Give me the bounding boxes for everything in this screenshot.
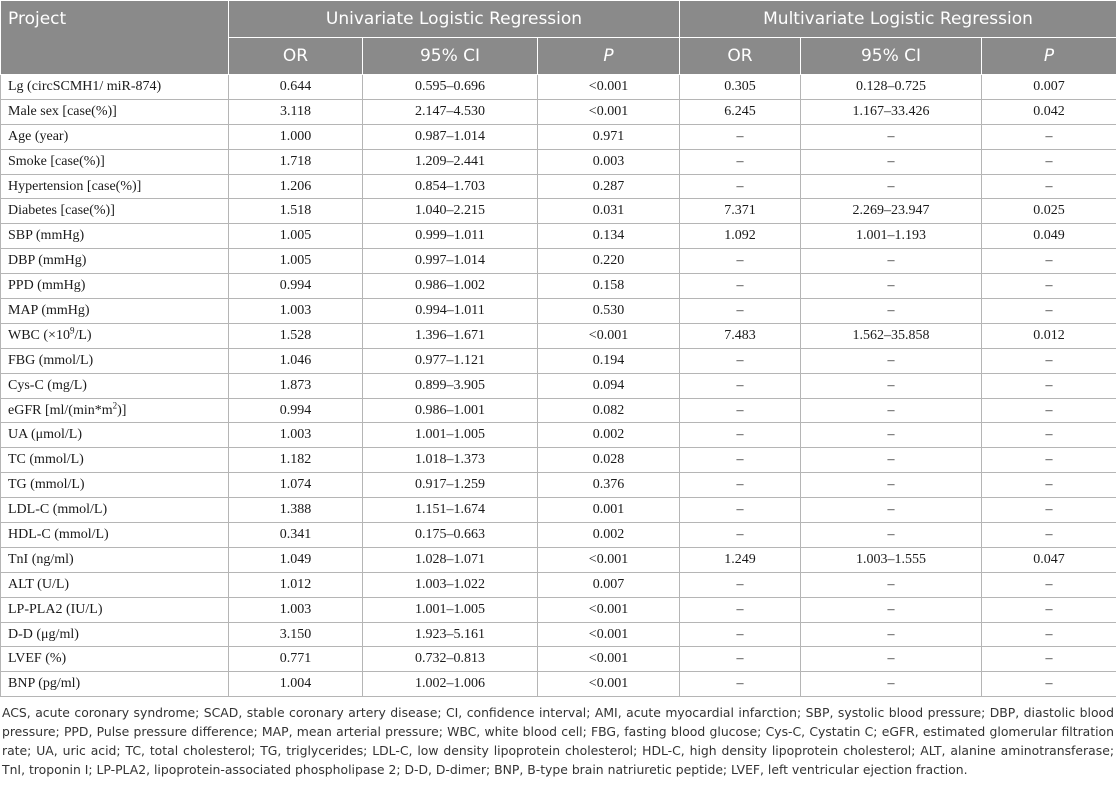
multivariate-or-cell: – bbox=[680, 572, 801, 597]
variable-name: PPD (mmHg) bbox=[8, 278, 86, 294]
multivariate-or-cell: – bbox=[680, 299, 801, 324]
variable-name: HDL-C (mmol/L) bbox=[8, 526, 109, 542]
multivariate-p-cell: – bbox=[982, 572, 1116, 597]
multivariate-or-cell: – bbox=[680, 647, 801, 672]
univariate-ci-cell: 1.002–1.006 bbox=[363, 672, 538, 697]
variable-name-cell bbox=[1, 124, 229, 149]
univariate-or-cell: 1.004 bbox=[229, 672, 363, 697]
table-row bbox=[1, 323, 1116, 348]
univariate-p-cell: 0.971 bbox=[538, 124, 680, 149]
multivariate-ci-cell: – bbox=[801, 274, 982, 299]
variable-name: Smoke [case(%)] bbox=[8, 153, 105, 169]
multivariate-ci-cell: – bbox=[801, 373, 982, 398]
univariate-p-cell: 0.094 bbox=[538, 373, 680, 398]
header-multivariate-p: P bbox=[982, 38, 1116, 75]
multivariate-ci-cell: – bbox=[801, 299, 982, 324]
table-row bbox=[1, 622, 1116, 647]
univariate-or-cell: 1.074 bbox=[229, 473, 363, 498]
variable-name: Cys-C (mg/L) bbox=[8, 377, 87, 393]
multivariate-p-cell: 0.012 bbox=[982, 323, 1116, 348]
univariate-p-cell: <0.001 bbox=[538, 75, 680, 100]
variable-name-suffix: )] bbox=[117, 402, 127, 418]
univariate-p-cell: 0.082 bbox=[538, 398, 680, 423]
table-row bbox=[1, 572, 1116, 597]
univariate-p-cell: <0.001 bbox=[538, 672, 680, 697]
multivariate-ci-cell: 1.001–1.193 bbox=[801, 224, 982, 249]
univariate-ci-cell: 1.003–1.022 bbox=[363, 572, 538, 597]
univariate-p-cell: <0.001 bbox=[538, 647, 680, 672]
variable-name-cell bbox=[1, 672, 229, 697]
multivariate-ci-cell: 1.003–1.555 bbox=[801, 547, 982, 572]
variable-name: TG (mmol/L) bbox=[8, 477, 85, 493]
univariate-p-cell: <0.001 bbox=[538, 99, 680, 124]
variable-name-cell bbox=[1, 647, 229, 672]
multivariate-ci-cell: – bbox=[801, 597, 982, 622]
univariate-or-cell: 1.046 bbox=[229, 348, 363, 373]
multivariate-p-cell: – bbox=[982, 498, 1116, 523]
variable-name: WBC (×10 bbox=[8, 327, 70, 343]
table-row bbox=[1, 498, 1116, 523]
multivariate-or-cell: 0.305 bbox=[680, 75, 801, 100]
multivariate-p-cell: – bbox=[982, 398, 1116, 423]
table-row bbox=[1, 647, 1116, 672]
univariate-ci-cell: 0.732–0.813 bbox=[363, 647, 538, 672]
univariate-p-cell: <0.001 bbox=[538, 622, 680, 647]
univariate-p-cell: 0.194 bbox=[538, 348, 680, 373]
variable-name-cell bbox=[1, 224, 229, 249]
multivariate-ci-cell: – bbox=[801, 149, 982, 174]
variable-name: LP-PLA2 (IU/L) bbox=[8, 601, 103, 617]
multivariate-or-cell: – bbox=[680, 423, 801, 448]
univariate-or-cell: 1.003 bbox=[229, 423, 363, 448]
multivariate-ci-cell: – bbox=[801, 498, 982, 523]
multivariate-ci-cell: – bbox=[801, 423, 982, 448]
univariate-ci-cell: 0.994–1.011 bbox=[363, 299, 538, 324]
multivariate-or-cell: – bbox=[680, 174, 801, 199]
univariate-p-cell: 0.530 bbox=[538, 299, 680, 324]
variable-name-cell bbox=[1, 174, 229, 199]
univariate-p-cell: 0.134 bbox=[538, 224, 680, 249]
multivariate-p-cell: – bbox=[982, 124, 1116, 149]
multivariate-ci-cell: – bbox=[801, 124, 982, 149]
multivariate-ci-cell: 1.562–35.858 bbox=[801, 323, 982, 348]
univariate-ci-cell: 1.001–1.005 bbox=[363, 423, 538, 448]
univariate-p-cell: 0.031 bbox=[538, 199, 680, 224]
variable-name-cell bbox=[1, 274, 229, 299]
multivariate-ci-cell: – bbox=[801, 572, 982, 597]
variable-name-superscript: 2 bbox=[112, 399, 118, 410]
univariate-p-cell: 0.003 bbox=[538, 149, 680, 174]
multivariate-or-cell: – bbox=[680, 348, 801, 373]
multivariate-or-cell: – bbox=[680, 373, 801, 398]
multivariate-p-cell: – bbox=[982, 149, 1116, 174]
table-body bbox=[1, 75, 1116, 697]
univariate-p-cell: <0.001 bbox=[538, 547, 680, 572]
univariate-ci-cell: 1.001–1.005 bbox=[363, 597, 538, 622]
univariate-or-cell: 1.182 bbox=[229, 448, 363, 473]
univariate-ci-cell: 0.997–1.014 bbox=[363, 249, 538, 274]
univariate-or-cell: 1.005 bbox=[229, 224, 363, 249]
table-row bbox=[1, 523, 1116, 548]
multivariate-ci-cell: – bbox=[801, 249, 982, 274]
variable-name-cell bbox=[1, 99, 229, 124]
univariate-or-cell: 1.718 bbox=[229, 149, 363, 174]
table-row bbox=[1, 373, 1116, 398]
table-row bbox=[1, 199, 1116, 224]
univariate-ci-cell: 1.040–2.215 bbox=[363, 199, 538, 224]
multivariate-p-cell: – bbox=[982, 373, 1116, 398]
multivariate-or-cell: 6.245 bbox=[680, 99, 801, 124]
univariate-or-cell: 0.994 bbox=[229, 274, 363, 299]
multivariate-p-cell: 0.042 bbox=[982, 99, 1116, 124]
table-row bbox=[1, 174, 1116, 199]
multivariate-ci-cell: – bbox=[801, 473, 982, 498]
multivariate-ci-cell: – bbox=[801, 348, 982, 373]
univariate-ci-cell: 1.018–1.373 bbox=[363, 448, 538, 473]
variable-name-cell bbox=[1, 423, 229, 448]
table-row bbox=[1, 299, 1116, 324]
table-row bbox=[1, 672, 1116, 697]
univariate-or-cell: 1.049 bbox=[229, 547, 363, 572]
table-row bbox=[1, 149, 1116, 174]
univariate-or-cell: 1.000 bbox=[229, 124, 363, 149]
variable-name: MAP (mmHg) bbox=[8, 302, 90, 318]
variable-name: LDL-C (mmol/L) bbox=[8, 502, 108, 518]
univariate-or-cell: 0.771 bbox=[229, 647, 363, 672]
multivariate-ci-cell: 2.269–23.947 bbox=[801, 199, 982, 224]
multivariate-p-cell: – bbox=[982, 174, 1116, 199]
header-univariate: Univariate Logistic Regression bbox=[229, 1, 680, 38]
multivariate-ci-cell: – bbox=[801, 622, 982, 647]
table-row bbox=[1, 448, 1116, 473]
variable-name-cell bbox=[1, 75, 229, 100]
multivariate-ci-cell: – bbox=[801, 174, 982, 199]
multivariate-ci-cell: 0.128–0.725 bbox=[801, 75, 982, 100]
multivariate-p-cell: – bbox=[982, 274, 1116, 299]
variable-name-cell bbox=[1, 498, 229, 523]
univariate-p-cell: 0.002 bbox=[538, 523, 680, 548]
multivariate-or-cell: – bbox=[680, 249, 801, 274]
multivariate-or-cell: 1.092 bbox=[680, 224, 801, 249]
variable-name: eGFR [ml/(min*m bbox=[8, 402, 113, 418]
univariate-ci-cell: 0.917–1.259 bbox=[363, 473, 538, 498]
variable-name-cell bbox=[1, 473, 229, 498]
variable-name-cell bbox=[1, 448, 229, 473]
variable-name-cell bbox=[1, 398, 229, 423]
variable-name: D-D (μg/ml) bbox=[8, 626, 79, 642]
univariate-ci-cell: 0.175–0.663 bbox=[363, 523, 538, 548]
header-univariate-or: OR bbox=[229, 38, 363, 75]
variable-name: FBG (mmol/L) bbox=[8, 352, 94, 368]
multivariate-or-cell: – bbox=[680, 498, 801, 523]
table-row bbox=[1, 398, 1116, 423]
variable-name-suffix: /L) bbox=[74, 327, 92, 343]
variable-name: LVEF (%) bbox=[8, 651, 67, 667]
variable-name: Age (year) bbox=[8, 128, 69, 144]
multivariate-p-cell: – bbox=[982, 348, 1116, 373]
multivariate-or-cell: 1.249 bbox=[680, 547, 801, 572]
univariate-p-cell: <0.001 bbox=[538, 597, 680, 622]
header-multivariate-ci: 95% CI bbox=[801, 38, 982, 75]
multivariate-or-cell: – bbox=[680, 149, 801, 174]
univariate-ci-cell: 0.854–1.703 bbox=[363, 174, 538, 199]
univariate-or-cell: 0.341 bbox=[229, 523, 363, 548]
table-row bbox=[1, 547, 1116, 572]
univariate-or-cell: 1.003 bbox=[229, 597, 363, 622]
univariate-or-cell: 1.528 bbox=[229, 323, 363, 348]
multivariate-p-cell: 0.007 bbox=[982, 75, 1116, 100]
multivariate-ci-cell: 1.167–33.426 bbox=[801, 99, 982, 124]
univariate-p-cell: <0.001 bbox=[538, 323, 680, 348]
univariate-p-cell: 0.007 bbox=[538, 572, 680, 597]
multivariate-p-cell: 0.025 bbox=[982, 199, 1116, 224]
univariate-or-cell: 3.150 bbox=[229, 622, 363, 647]
variable-name: ALT (U/L) bbox=[8, 576, 70, 592]
multivariate-or-cell: – bbox=[680, 597, 801, 622]
variable-name: Hypertension [case(%)] bbox=[8, 178, 142, 194]
multivariate-p-cell: – bbox=[982, 473, 1116, 498]
multivariate-p-cell: 0.047 bbox=[982, 547, 1116, 572]
univariate-ci-cell: 0.987–1.014 bbox=[363, 124, 538, 149]
header-univariate-p: P bbox=[538, 38, 680, 75]
multivariate-p-cell: 0.049 bbox=[982, 224, 1116, 249]
univariate-p-cell: 0.028 bbox=[538, 448, 680, 473]
table-row bbox=[1, 75, 1116, 100]
multivariate-ci-cell: – bbox=[801, 647, 982, 672]
univariate-p-cell: 0.376 bbox=[538, 473, 680, 498]
univariate-ci-cell: 0.977–1.121 bbox=[363, 348, 538, 373]
univariate-ci-cell: 0.986–1.001 bbox=[363, 398, 538, 423]
multivariate-p-cell: – bbox=[982, 622, 1116, 647]
multivariate-p-cell: – bbox=[982, 423, 1116, 448]
univariate-or-cell: 0.994 bbox=[229, 398, 363, 423]
header-univariate-ci: 95% CI bbox=[363, 38, 538, 75]
variable-name: Diabetes [case(%)] bbox=[8, 203, 115, 219]
univariate-ci-cell: 1.923–5.161 bbox=[363, 622, 538, 647]
univariate-ci-cell: 1.151–1.674 bbox=[363, 498, 538, 523]
univariate-ci-cell: 1.209–2.441 bbox=[363, 149, 538, 174]
table-footnote: ACS, acute coronary syndrome; SCAD, stable coronary artery disease; CI, confidence interval; AMI, acute myocardial infarction; SBP, systolic blood pressure; DBP, diastolic blood pressure; PPD, Pulse pressure difference; MAP, mean arterial pressure; WBC, white blood cell; FBG, fasting blood glucose; Cys-C, Cystatin C; eGFR, estimated glomerular filtration rate; UA, uric acid; TC, total cholesterol; TG, triglycerides; LDL-C, low density lipoprotein cholesterol; HDL-C, high density lipoprotein cholesterol; ALT, alanine aminotransferase; TnI, troponin I; LP-PLA2, lipoprotein-associated phospholipase 2; D-D, D-dimer; BNP, B-type brain natriuretic peptide; LVEF, left ventricular ejection fraction. bbox=[2, 705, 1114, 778]
multivariate-p-cell: – bbox=[982, 672, 1116, 697]
variable-name: Male sex [case(%)] bbox=[8, 103, 117, 119]
multivariate-or-cell: – bbox=[680, 523, 801, 548]
variable-name-cell bbox=[1, 299, 229, 324]
univariate-or-cell: 1.003 bbox=[229, 299, 363, 324]
variable-name-cell bbox=[1, 523, 229, 548]
univariate-p-cell: 0.287 bbox=[538, 174, 680, 199]
multivariate-ci-cell: – bbox=[801, 448, 982, 473]
univariate-or-cell: 3.118 bbox=[229, 99, 363, 124]
variable-name-cell bbox=[1, 597, 229, 622]
univariate-ci-cell: 2.147–4.530 bbox=[363, 99, 538, 124]
variable-name-cell bbox=[1, 547, 229, 572]
univariate-ci-cell: 0.986–1.002 bbox=[363, 274, 538, 299]
table-row bbox=[1, 597, 1116, 622]
variable-name-cell bbox=[1, 622, 229, 647]
variable-name: UA (μmol/L) bbox=[8, 427, 82, 443]
header-multivariate: Multivariate Logistic Regression bbox=[680, 1, 1116, 38]
table-row bbox=[1, 348, 1116, 373]
multivariate-p-cell: – bbox=[982, 597, 1116, 622]
variable-name: DBP (mmHg) bbox=[8, 253, 87, 269]
variable-name-superscript: 9 bbox=[69, 325, 75, 336]
univariate-or-cell: 1.012 bbox=[229, 572, 363, 597]
multivariate-or-cell: 7.371 bbox=[680, 199, 801, 224]
table-row bbox=[1, 274, 1116, 299]
variable-name-cell bbox=[1, 199, 229, 224]
variable-name: BNP (pg/ml) bbox=[8, 676, 81, 692]
multivariate-or-cell: – bbox=[680, 672, 801, 697]
variable-name-cell bbox=[1, 323, 229, 348]
multivariate-p-cell: – bbox=[982, 448, 1116, 473]
variable-name: TnI (ng/ml) bbox=[8, 551, 74, 567]
multivariate-ci-cell: – bbox=[801, 398, 982, 423]
univariate-ci-cell: 1.396–1.671 bbox=[363, 323, 538, 348]
multivariate-or-cell: – bbox=[680, 124, 801, 149]
univariate-ci-cell: 1.028–1.071 bbox=[363, 547, 538, 572]
table-row bbox=[1, 99, 1116, 124]
multivariate-p-cell: – bbox=[982, 299, 1116, 324]
univariate-p-cell: 0.220 bbox=[538, 249, 680, 274]
univariate-p-cell: 0.158 bbox=[538, 274, 680, 299]
multivariate-ci-cell: – bbox=[801, 523, 982, 548]
multivariate-or-cell: – bbox=[680, 448, 801, 473]
table-header bbox=[1, 1, 1116, 75]
header-project: Project bbox=[1, 1, 229, 75]
variable-name-cell bbox=[1, 348, 229, 373]
multivariate-or-cell: – bbox=[680, 274, 801, 299]
univariate-ci-cell: 0.899–3.905 bbox=[363, 373, 538, 398]
variable-name-cell bbox=[1, 249, 229, 274]
multivariate-or-cell: 7.483 bbox=[680, 323, 801, 348]
variable-name-cell bbox=[1, 149, 229, 174]
univariate-or-cell: 1.388 bbox=[229, 498, 363, 523]
table-row bbox=[1, 124, 1116, 149]
variable-name-cell bbox=[1, 572, 229, 597]
univariate-or-cell: 1.005 bbox=[229, 249, 363, 274]
table-row bbox=[1, 249, 1116, 274]
multivariate-ci-cell: – bbox=[801, 672, 982, 697]
multivariate-p-cell: – bbox=[982, 249, 1116, 274]
table-row bbox=[1, 224, 1116, 249]
univariate-or-cell: 1.873 bbox=[229, 373, 363, 398]
univariate-p-cell: 0.002 bbox=[538, 423, 680, 448]
multivariate-p-cell: – bbox=[982, 523, 1116, 548]
variable-name: TC (mmol/L) bbox=[8, 452, 84, 468]
variable-name: Lg (circSCMH1/ miR-874) bbox=[8, 78, 162, 94]
variable-name-cell bbox=[1, 373, 229, 398]
multivariate-p-cell: – bbox=[982, 647, 1116, 672]
variable-name: SBP (mmHg) bbox=[8, 228, 85, 244]
multivariate-or-cell: – bbox=[680, 398, 801, 423]
univariate-or-cell: 0.644 bbox=[229, 75, 363, 100]
univariate-or-cell: 1.518 bbox=[229, 199, 363, 224]
table-row bbox=[1, 473, 1116, 498]
multivariate-or-cell: – bbox=[680, 622, 801, 647]
univariate-ci-cell: 0.595–0.696 bbox=[363, 75, 538, 100]
table-row bbox=[1, 423, 1116, 448]
univariate-p-cell: 0.001 bbox=[538, 498, 680, 523]
univariate-ci-cell: 0.999–1.011 bbox=[363, 224, 538, 249]
header-multivariate-or: OR bbox=[680, 38, 801, 75]
multivariate-or-cell: – bbox=[680, 473, 801, 498]
univariate-or-cell: 1.206 bbox=[229, 174, 363, 199]
